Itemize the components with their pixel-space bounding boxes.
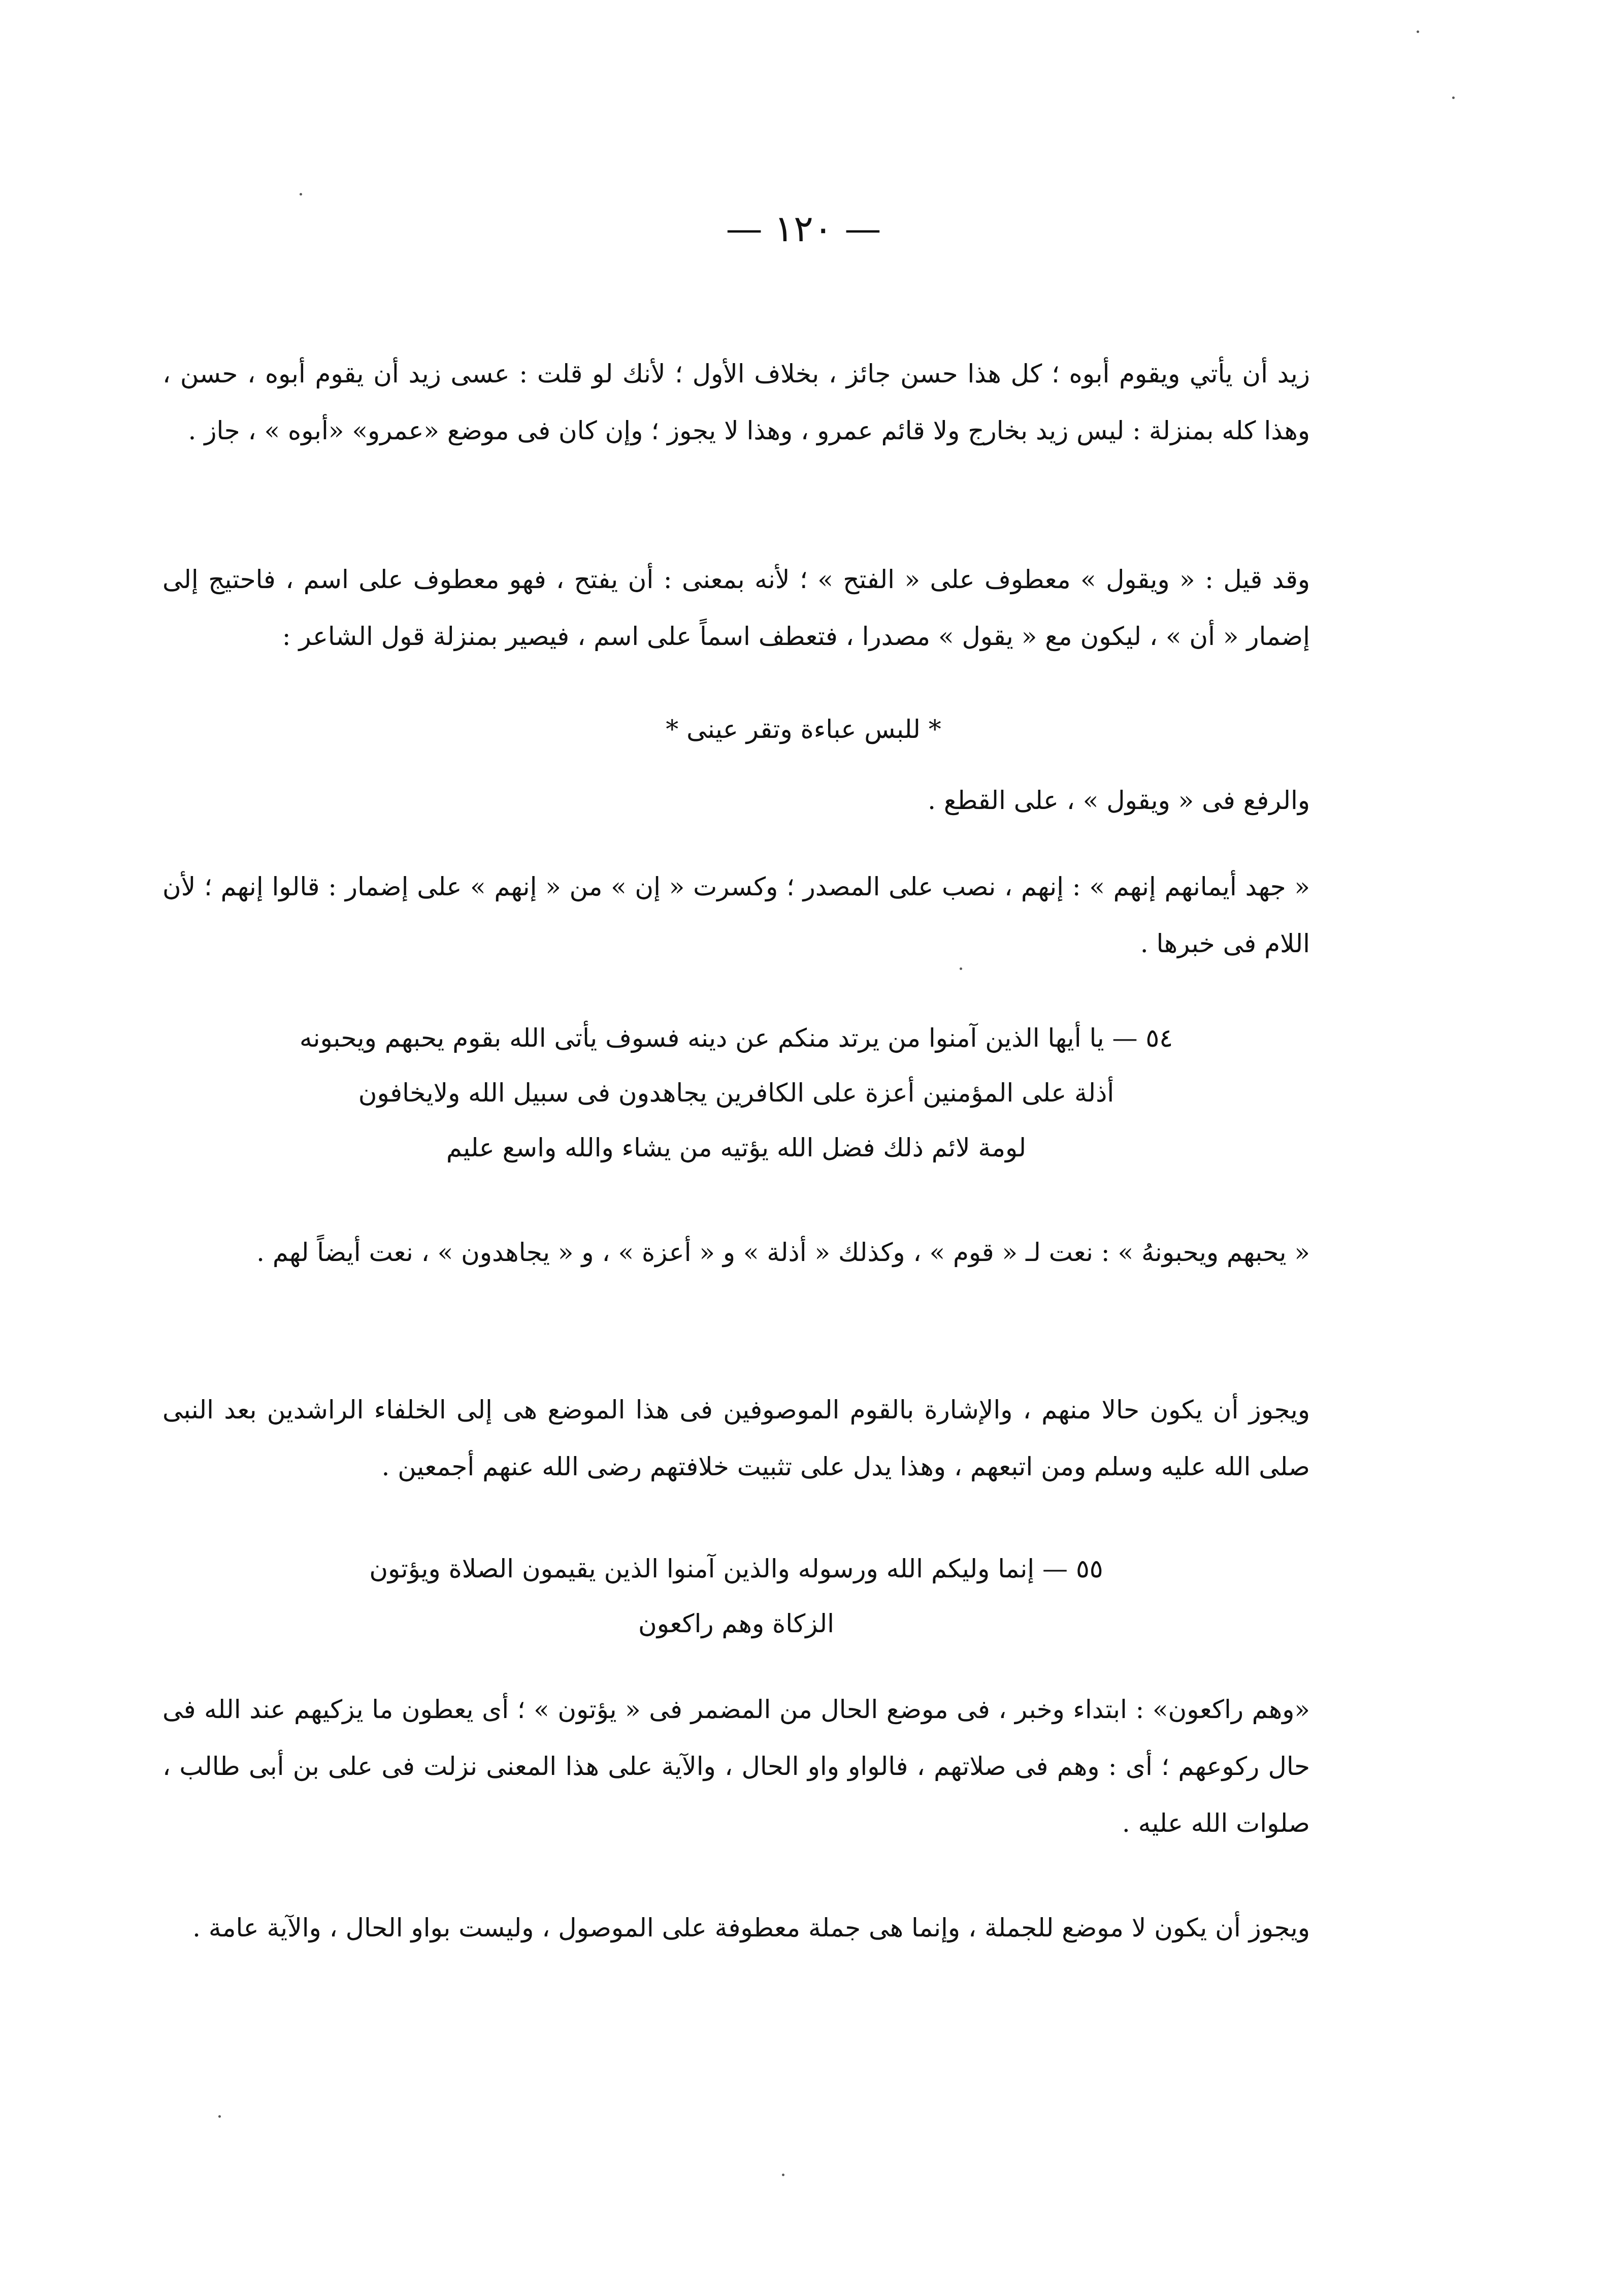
verse-line: ٥٥ — إنما وليكم الله ورسوله والذين آمنوا الذين يقيمون الصلاة ويؤتون [369,1554,1103,1583]
paragraph-8: ويجوز أن يكون لا موضع للجملة ، وإنما هى جملة معطوفة على الموصول ، وليست بواو الحال ، والآية عامة . [192,1913,1310,1943]
scan-speck [218,2115,221,2118]
quran-verse-54 [213,1011,1259,1175]
verse-line: الزكاة وهم راكعون [638,1609,835,1638]
verse-line: أذلة على المؤمنين أعزة على الكافرين يجاهدون فى سبيل الله ولايخافون [358,1078,1114,1108]
paragraph-7: «وهم راكعون» : ابتداء وخبر ، فى موضع الحال من المضمر فى « يؤتون » ؛ أى يعطون ما يزكيهم عند الله فى حال ركوعهم ؛ أى : وهم فى صلاتهم ، فالواو واو الحال ، والآية على هذا المعنى نزلت فى على بن أبى طالب ، صلوات الله عليه . [162,1695,1310,1838]
page-number: — ١٢٠ — [726,207,881,250]
scan-speck [782,2174,784,2176]
verse-line: ٥٤ — يا أيها الذين آمنوا من يرتد منكم عن دينه فسوف يأتى الله بقوم يحبهم ويحبونه [299,1023,1173,1053]
scan-speck [960,967,962,970]
paragraph-5: « يحبهم ويحبونهُ » : نعت لـ « قوم » ، وكذلك « أذلة » و « أعزة » ، و « يجاهدون » ، نعت أيضاً لهم . [256,1238,1310,1267]
poem-verse: * للبس عباءة وتقر عينى * [666,715,941,744]
quran-verse-55 [213,1541,1259,1651]
paragraph-1: زيد أن يأتي ويقوم أبوه ؛ كل هذا حسن جائز ، بخلاف الأول ؛ لأنك لو قلت : عسى زيد أن يقوم أبوه ، حسن ، وهذا كله بمنزلة : ليس زيد بخارج ولا قائم عمرو ، وهذا لا يجوز ؛ وإن كان فى موضع «عمرو» «أبوه » ، جاز . [162,359,1310,445]
scan-speck [300,193,302,196]
paragraph-6: ويجوز أن يكون حالا منهم ، والإشارة بالقوم الموصوفين فى هذا الموضع هى إلى الخلفاء الراشدين بعد النبى صلى الله عليه وسلم ومن اتبعهم ، وهذا يدل على تثبيت خلافتهم رضى الله عنهم أجمعين . [162,1395,1310,1481]
scan-speck [1452,96,1455,99]
verse-line: لومة لائم ذلك فضل الله يؤتيه من يشاء والله واسع عليم [446,1133,1027,1162]
paragraph-2: وقد قيل : « ويقول » معطوف على « الفتح » ؛ لأنه بمعنى : أن يفتح ، فهو معطوف على اسم ، فاحتيج إلى إضمار « أن » ، ليكون مع « يقول » مصدرا ، فتعطف اسماً على اسم ، فيصير بمنزلة قول الشاعر : [162,565,1310,651]
paragraph-3: والرفع فى « ويقول » ، على القطع . [928,786,1310,815]
scan-speck [1417,30,1419,33]
paragraph-4: « جهد أيمانهم إنهم » : إنهم ، نصب على المصدر ؛ وكسرت « إن » من « إنهم » على إضمار : قالوا إنهم ؛ لأن اللام فى خبرها . [162,872,1310,958]
